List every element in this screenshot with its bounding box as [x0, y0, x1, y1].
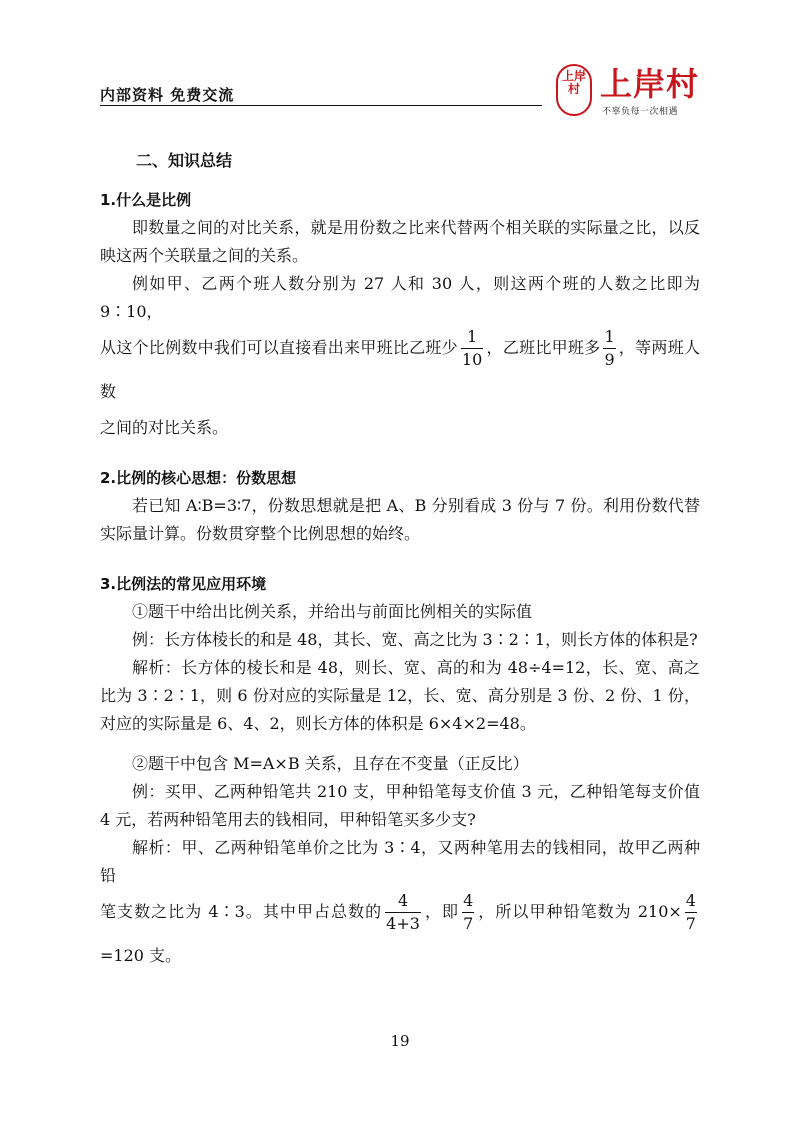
section-title: 二、知识总结 [136, 151, 233, 170]
fraction [685, 893, 697, 932]
fraction-denominator: 9 [604, 350, 615, 369]
fraction-numerator: 1 [603, 329, 615, 349]
case-1-title: ①题干中给出比例关系，并给出与前面比例相关的实际值 [132, 602, 533, 621]
paragraph: 即数量之间的对比关系，就是用份数之比来代替两个相关联的实际量之比，以反映这两个关联量之间的关系。 [100, 218, 700, 265]
text-run: ，所以甲种铅笔数为 210× [477, 902, 682, 921]
case-2-example: 例：买甲、乙两种铅笔共 210 支，甲种铅笔每支价值 3 元，乙种铅笔每支价值 4 元，若两种铅笔用去的钱相同，甲种铅笔买多少支? [100, 782, 700, 829]
fraction-denominator: 7 [463, 914, 474, 933]
header-divider [100, 105, 542, 106]
logo-slogan: 不辜负每一次相遇 [602, 107, 679, 117]
subsection-2-title: 2.比例的核心思想：份数思想 [100, 469, 297, 487]
case-2-solution: 解析：甲、乙两种铅笔单价之比为 3∶4，又两种笔用去的钱相同，故甲乙两种铅 [100, 838, 700, 885]
fraction-numerator: 4 [685, 893, 697, 913]
fraction-denominator: 4+3 [386, 914, 420, 933]
paragraph: 若已知 A∶B=3∶7，份数思想就是把 A、B 分别看成 3 份与 7 份。利用份数代替实际量计算。份数贯穿整个比例思想的始终。 [100, 496, 700, 543]
fraction-denominator: 10 [461, 350, 483, 369]
brand-logo [556, 64, 706, 124]
paragraph-with-fractions [100, 890, 700, 978]
text-run: =120 支。 [100, 946, 182, 965]
case-1-solution: 解析：长方体的棱长和是 48，则长、宽、高的和为 48÷4=12，长、宽、高之比为 3∶2∶1，则 6 份对应的实际量是 12，长、宽、高分别是 3 份、2 份、1 份，对应的实际量是 6、4、2，则长方体的体积是 6×4×2=48。 [100, 658, 700, 733]
fraction-numerator: 4 [385, 893, 421, 913]
paragraph: 之间的对比关系。 [100, 418, 229, 437]
document-body [100, 148, 700, 978]
subsection-1-title: 1.什么是比例 [100, 191, 192, 209]
logo-brand-text: 上岸村 [600, 65, 700, 103]
fraction [603, 329, 615, 368]
fraction-numerator: 4 [462, 893, 474, 913]
page-number: 19 [390, 1032, 410, 1050]
text-run: ，乙班比甲班多 [486, 338, 601, 357]
paragraph: 例如甲、乙两个班人数分别为 27 人和 30 人，则这两个班的人数之比即为 9∶10， [100, 274, 700, 321]
fraction-numerator: 1 [461, 329, 483, 349]
case-1-example: 例：长方体棱长的和是 48，其长、宽、高之比为 3∶2∶1，则长方体的体积是? [132, 630, 698, 649]
text-run: ，即 [423, 902, 460, 921]
fraction [461, 329, 483, 368]
subsection-3-title: 3.比例法的常见应用环境 [100, 575, 267, 593]
text-run: 笔支数之比为 4∶3。其中甲占总数的 [100, 902, 383, 921]
text-run: ，等两班人数 [100, 338, 700, 401]
logo-seal: 上岸村 [556, 64, 592, 116]
fraction [462, 893, 474, 932]
paragraph-with-fractions [100, 326, 700, 414]
header-left-text: 内部资料 免费交流 [100, 86, 235, 104]
text-run: 从这个比例数中我们可以直接看出来甲班比乙班少 [100, 338, 458, 357]
case-2-title: ②题干中包含 M=A×B 关系，且存在不变量（正反比） [132, 754, 529, 773]
fraction-denominator: 7 [685, 914, 696, 933]
fraction [385, 893, 421, 932]
